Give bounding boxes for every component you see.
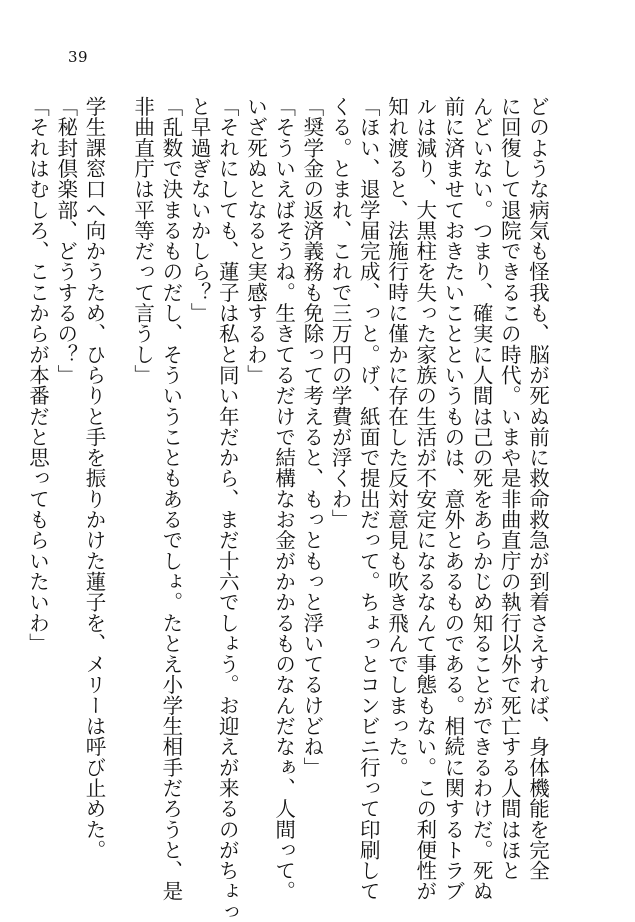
text-line: に回復して退院できるこの時代。いまや是非曲直庁の執行以外で死亡する人間はほと (497, 96, 522, 881)
dialogue-line: 「そういえばそうね。生きてるだけで結構なお金がかかるものなんだなぁ、人間って。 (271, 96, 296, 902)
text-line: どのような病気も怪我も、脳が死ぬ前に救命救急が到着さえすれば、身体機能を完全 (525, 96, 550, 881)
dialogue-line: 「それにしても、蓮子は私と同い年だから、まだ十六でしょう。お迎えが来るのがちょっ (215, 96, 240, 922)
text-line: いざ死ぬとなると実感するわ」 (243, 96, 268, 386)
page-number: 39 (68, 48, 89, 66)
body-text (25, 96, 572, 922)
dialogue-line: 「ほい、退学届完成、っと。げ、紙面で提出だって。ちょっとコンビニ行って印刷して (356, 96, 381, 902)
text-line: 前に済ませておきたいことというものは、意外とあるものである。相続に関するトラブ (440, 96, 465, 902)
dialogue-line: 「奨学金の返済義務も免除って考えると、もっともっと浮いてるけどね」 (299, 96, 324, 778)
text-line: 知れ渡ると、法施行時に僅かに存在した反対意見も吹き飛んでしまった。 (384, 96, 409, 778)
text-line: ルは減り、大黒柱を失った家族の生活が不安定になるなんて事態もない。この利便性が (412, 96, 437, 902)
dialogue-line: 「それはむしろ、ここからが本番だと思ってもらいたいわ」 (25, 96, 50, 654)
dialogue-line: 「乱数で決まるものだし、そういうこともあるでしょ。たとえ小学生相手だろうと、是 (158, 96, 183, 902)
text-line: と早過ぎないかしら？」 (187, 96, 212, 324)
text-line: くる。とまれ、これで三万円の学費が浮くわ」 (328, 96, 353, 530)
text-line: んどいない。つまり、確実に人間は己の死をあらかじめ知ることができるわけだ。死ぬ (469, 96, 494, 902)
dialogue-line: 「秘封倶楽部、どうするの？」 (53, 96, 78, 386)
text-line: 学生課窓口へ向かうため、ひらりと手を振りかけた蓮子を、メリーは呼び止めた。 (81, 96, 106, 861)
text-line: 非曲直庁は平等だって言うし」 (130, 96, 155, 386)
